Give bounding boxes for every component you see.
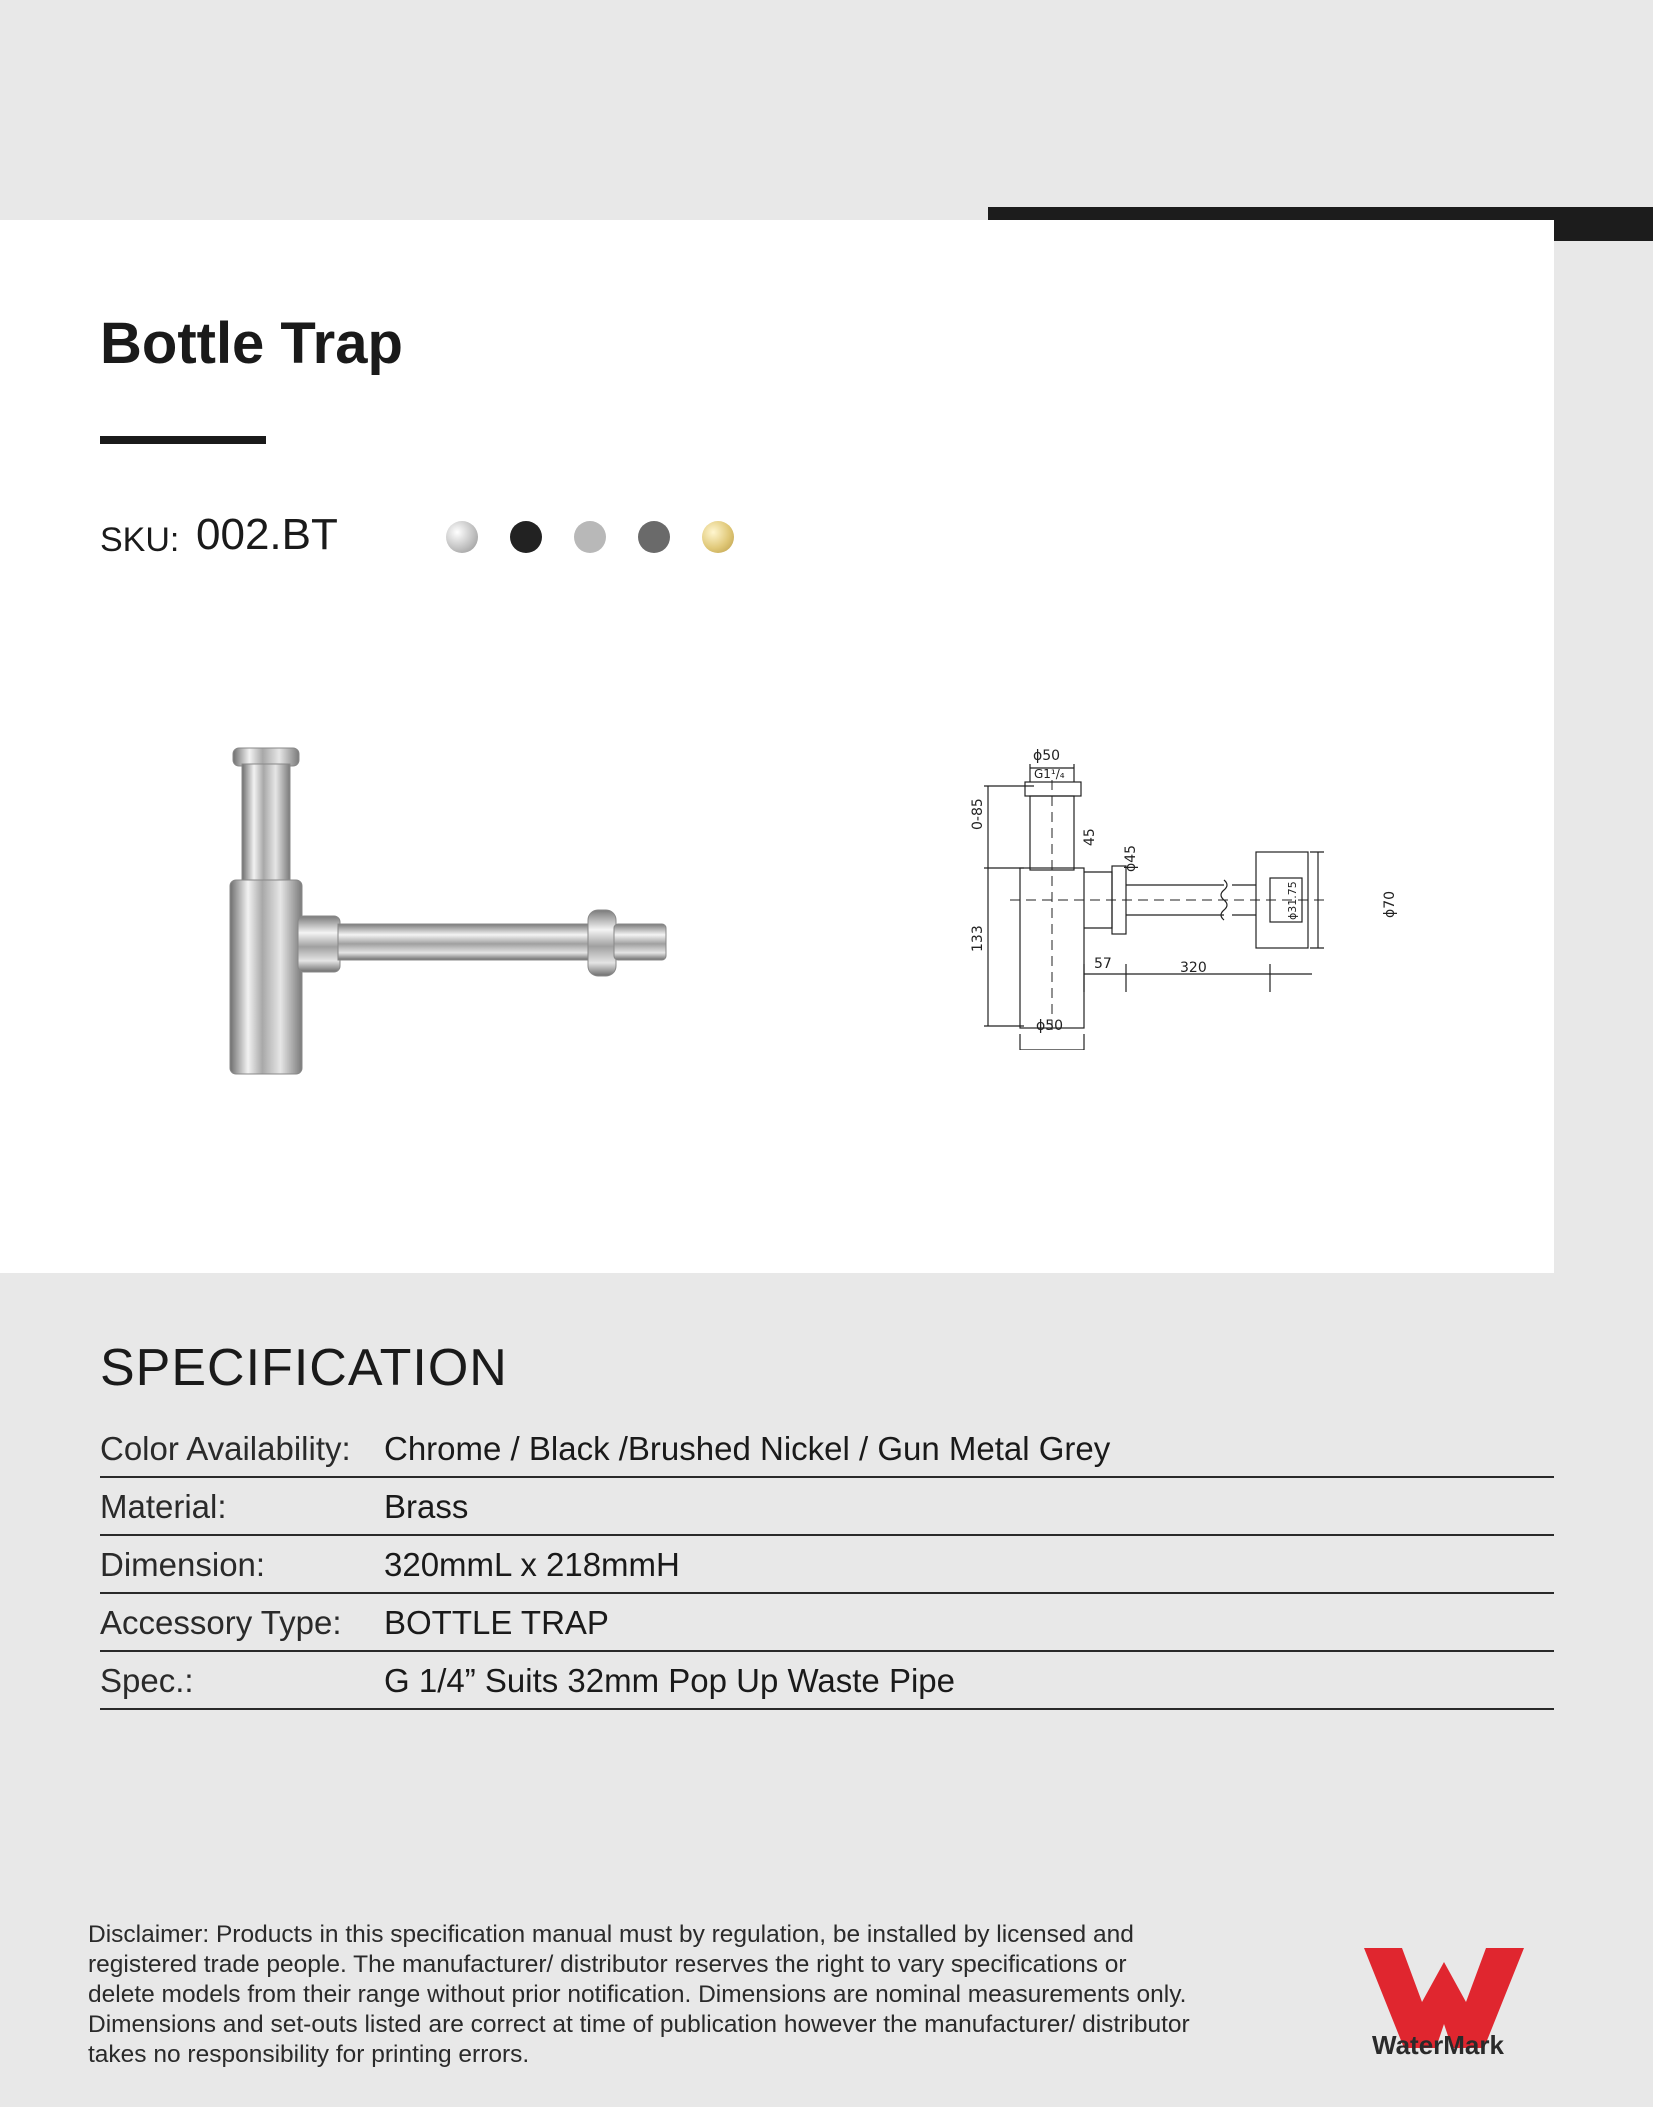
- top-band: [0, 0, 1653, 220]
- spec-label: Material:: [100, 1488, 227, 1525]
- dim-d50-top: ϕ50: [1033, 748, 1061, 764]
- spec-value: 320mmL x 218mmH: [384, 1546, 680, 1583]
- spec-value: Brass: [384, 1488, 469, 1525]
- dim-320: 320: [1180, 960, 1207, 976]
- technical-drawing: [970, 720, 1400, 1050]
- sku-value: 002.BT: [196, 510, 338, 559]
- swatch-black: [510, 521, 542, 553]
- dim-133: 133: [970, 925, 986, 952]
- swatch-chrome: [446, 521, 478, 553]
- spec-label: Accessory Type:: [100, 1604, 342, 1641]
- spec-row-accessory-type: [100, 1594, 1554, 1652]
- spec-label: Color Availability:: [100, 1430, 351, 1467]
- spec-label: Dimension:: [100, 1546, 266, 1583]
- spec-table: [100, 1420, 1554, 1710]
- spec-row-color: [100, 1420, 1554, 1478]
- spec-row-dimension: [100, 1536, 1554, 1594]
- spec-value: Chrome / Black /Brushed Nickel / Gun Metal Grey: [384, 1430, 1111, 1467]
- disclaimer-text: Disclaimer: Products in this specification manual must by regulation, be installed by licensed and registered trade people. The manufacturer/ distributor reserves the right to vary specifications or delete models from their range without prior notification. Dimensions are nominal measurements only. Dimensions and set-outs listed are correct at time of publication however the manufacturer/ distributor takes no responsibility for printing errors.: [88, 1921, 1190, 2068]
- spec-row-material: [100, 1478, 1554, 1536]
- sku-label: SKU:: [100, 521, 180, 559]
- dim-d3175: ϕ31.75: [1286, 881, 1299, 920]
- watermark-logo-text: WaterMark: [1372, 2030, 1504, 2060]
- spec-value: G 1/4” Suits 32mm Pop Up Waste Pipe: [384, 1662, 956, 1699]
- spec-value: BOTTLE TRAP: [384, 1604, 609, 1641]
- dim-45: 45: [1082, 828, 1098, 846]
- product-photo: [200, 720, 700, 1080]
- dim-d50-bottom: ϕ50: [1036, 1018, 1064, 1034]
- spec-heading: SPECIFICATION: [100, 1339, 508, 1397]
- dim-57: 57: [1094, 956, 1112, 972]
- dim-0-85: 0-85: [970, 798, 986, 830]
- dim-d45: ϕ45: [1123, 844, 1139, 872]
- spec-row-spec: [100, 1652, 1554, 1710]
- swatch-brushed-nickel: [574, 521, 606, 553]
- product-title: Bottle Trap: [100, 311, 403, 376]
- dim-d70: ϕ70: [1382, 890, 1398, 918]
- dim-g14: G1¹/₄: [1034, 767, 1065, 781]
- title-underline: [100, 436, 266, 444]
- swatch-gun-metal-grey: [638, 521, 670, 553]
- spec-label: Spec.:: [100, 1662, 194, 1699]
- swatch-gold: [702, 521, 734, 553]
